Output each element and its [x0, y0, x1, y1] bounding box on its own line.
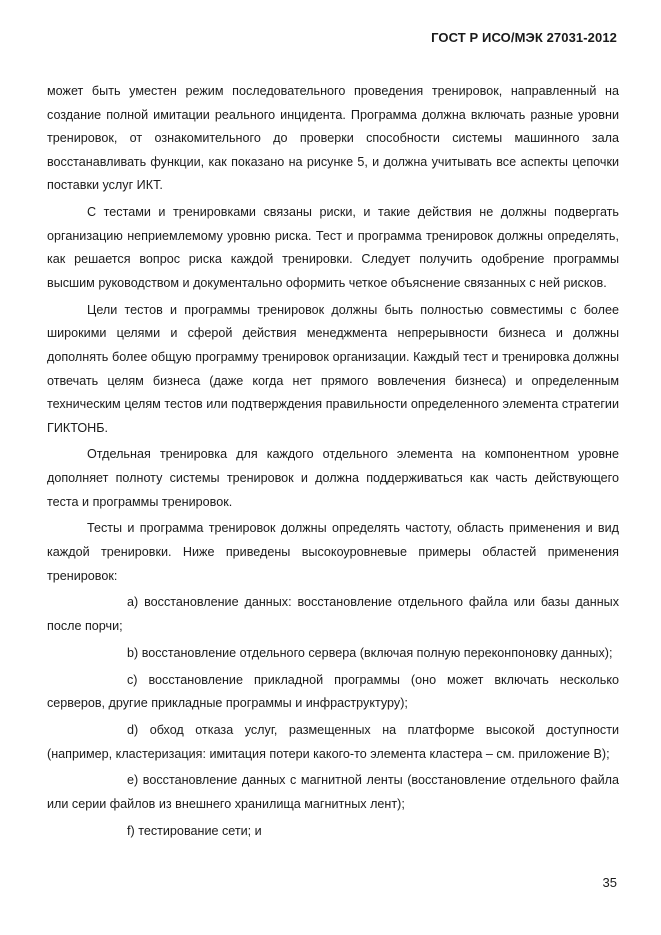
document-body	[47, 80, 619, 846]
list-item-f	[47, 820, 619, 844]
list-item-label: d)	[127, 722, 139, 737]
paragraph-4: Отдельная тренировка для каждого отдельного элемента на компонентном уровне дополняет полноту системы тренировок и должна поддерживаться как часть действующего теста и программы тренировок.	[47, 447, 619, 509]
list-item-text: восстановление данных с магнитной ленты (восстановление отдельного файла или серии файлов из внешнего хранилища магнитных лент);	[47, 773, 620, 811]
list-item-text: тестирование сети; и	[138, 823, 262, 838]
paragraph-5: Тесты и программа тренировок должны определять частоту, область применения и вид каждой тренировки. Ниже приведены высокоуровневые примеры областей применения тренировок:	[47, 521, 619, 583]
paragraph-3: Цели тестов и программы тренировок должны быть полностью совместимы с более широкими целями и сферой действия менеджмента непрерывности бизнеса и должны дополнять более общую программу тренировок организации. Каждый тест и тренировка должны отвечать целям бизнеса (даже когда нет прямого вовлечения бизнеса) и определенным техническим целям тестов или подтверждения правильности определенного элемента стратегии ГИКТОНБ.	[47, 302, 619, 435]
list-item-text: восстановление отдельного сервера (включая полную переконпоновку данных);	[141, 645, 613, 660]
paragraph-1: может быть уместен режим последовательного проведения тренировок, направленный на создание полной имитации реального инцидента. Программа должна включать разные уровни тренировок, от ознакомительного до проверки способности системы машинного зала восстанавливать функции, как показано на рисунке 5, и должна учитывать все аспекты цепочки поставки услуг ИКТ.	[47, 84, 619, 193]
document-header: ГОСТ Р ИСО/МЭК 27031-2012	[431, 30, 617, 45]
list-item-d	[47, 719, 619, 766]
list-item-label: c)	[127, 672, 138, 687]
list-item-text: восстановление прикладной программы (оно может включать несколько серверов, другие прикладные программы и инфраструктуру);	[47, 672, 619, 711]
list-item-text: обход отказа услуг, размещенных на платформе высокой доступности (например, кластеризация: имитация потери какого-то элемента кластера – см. приложение В);	[47, 722, 620, 761]
list-item-text: восстановление данных: восстановление отдельного файла или базы данных после порчи;	[47, 595, 619, 633]
list-item-label: b)	[127, 645, 139, 660]
list-item-label: e)	[127, 773, 139, 788]
list-item-label: f)	[127, 823, 135, 838]
list-item-label: a)	[127, 595, 139, 610]
list-item-c	[47, 669, 619, 716]
paragraph-2: С тестами и тренировками связаны риски, и такие действия не должны подвергать организацию неприемлемому уровню риска. Тест и программа тренировок должны определять, как решается вопрос риска каждой тренировки. Следует получить одобрение программы высшим руководством и документально оформить четкое объяснение связанных с ней рисков.	[47, 205, 619, 290]
list-item-e	[47, 769, 619, 816]
list-item-b	[47, 642, 619, 666]
list-item-a	[47, 591, 619, 638]
page-number: 35	[602, 875, 617, 890]
